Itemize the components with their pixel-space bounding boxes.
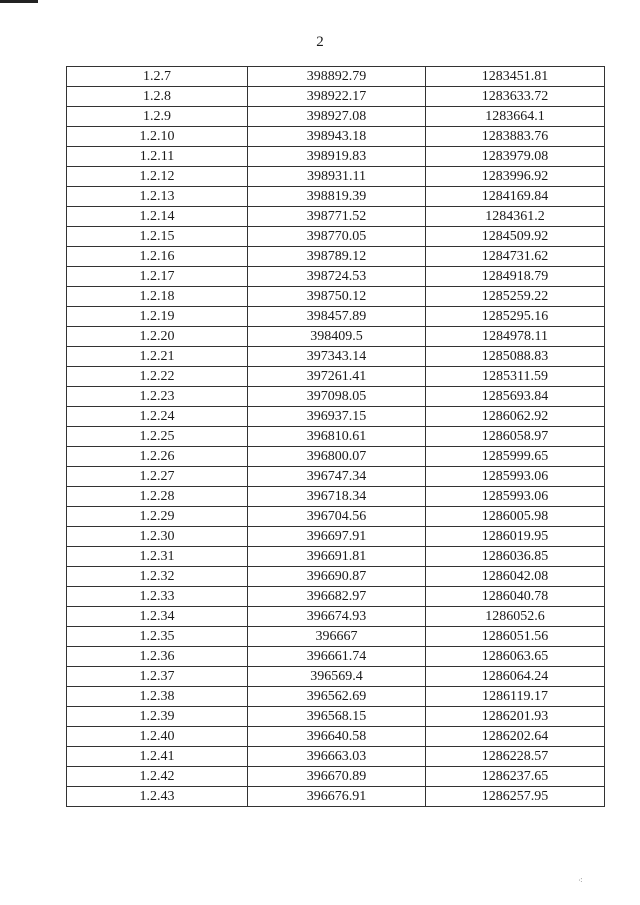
point-id-cell: 1.2.35 xyxy=(67,627,248,647)
table-row xyxy=(67,367,605,387)
y-coordinate-cell: 1286228.57 xyxy=(426,747,605,767)
point-id-cell: 1.2.38 xyxy=(67,687,248,707)
point-id-cell: 1.2.34 xyxy=(67,607,248,627)
point-id-cell: 1.2.33 xyxy=(67,587,248,607)
point-id-cell: 1.2.14 xyxy=(67,207,248,227)
x-coordinate-cell: 396674.93 xyxy=(248,607,426,627)
point-id-cell: 1.2.21 xyxy=(67,347,248,367)
table-row xyxy=(67,467,605,487)
x-coordinate-cell: 396690.87 xyxy=(248,567,426,587)
table-row xyxy=(67,627,605,647)
y-coordinate-cell: 1285259.22 xyxy=(426,287,605,307)
y-coordinate-cell: 1286257.95 xyxy=(426,787,605,807)
table-row xyxy=(67,647,605,667)
x-coordinate-cell: 398409.5 xyxy=(248,327,426,347)
point-id-cell: 1.2.27 xyxy=(67,467,248,487)
y-coordinate-cell: 1285693.84 xyxy=(426,387,605,407)
table-row xyxy=(67,387,605,407)
table-row xyxy=(67,107,605,127)
y-coordinate-cell: 1284361.2 xyxy=(426,207,605,227)
point-id-cell: 1.2.22 xyxy=(67,367,248,387)
point-id-cell: 1.2.42 xyxy=(67,767,248,787)
table-row xyxy=(67,747,605,767)
x-coordinate-cell: 396569.4 xyxy=(248,667,426,687)
y-coordinate-cell: 1285088.83 xyxy=(426,347,605,367)
table-row xyxy=(67,507,605,527)
y-coordinate-cell: 1286202.64 xyxy=(426,727,605,747)
table-row xyxy=(67,247,605,267)
coordinate-table xyxy=(66,66,605,807)
x-coordinate-cell: 396682.97 xyxy=(248,587,426,607)
y-coordinate-cell: 1286062.92 xyxy=(426,407,605,427)
point-id-cell: 1.2.18 xyxy=(67,287,248,307)
point-id-cell: 1.2.11 xyxy=(67,147,248,167)
y-coordinate-cell: 1286042.08 xyxy=(426,567,605,587)
x-coordinate-cell: 396704.56 xyxy=(248,507,426,527)
y-coordinate-cell: 1286040.78 xyxy=(426,587,605,607)
table-row xyxy=(67,127,605,147)
x-coordinate-cell: 396691.81 xyxy=(248,547,426,567)
point-id-cell: 1.2.9 xyxy=(67,107,248,127)
table-row xyxy=(67,587,605,607)
point-id-cell: 1.2.17 xyxy=(67,267,248,287)
table-row xyxy=(67,787,605,807)
point-id-cell: 1.2.25 xyxy=(67,427,248,447)
point-id-cell: 1.2.23 xyxy=(67,387,248,407)
point-id-cell: 1.2.19 xyxy=(67,307,248,327)
page-number: 2 xyxy=(316,34,324,50)
x-coordinate-cell: 398922.17 xyxy=(248,87,426,107)
table-row xyxy=(67,487,605,507)
point-id-cell: 1.2.29 xyxy=(67,507,248,527)
y-coordinate-cell: 1285993.06 xyxy=(426,487,605,507)
point-id-cell: 1.2.13 xyxy=(67,187,248,207)
table-row xyxy=(67,67,605,87)
table-row xyxy=(67,687,605,707)
x-coordinate-cell: 398931.11 xyxy=(248,167,426,187)
table-row xyxy=(67,707,605,727)
x-coordinate-cell: 396640.58 xyxy=(248,727,426,747)
x-coordinate-cell: 398750.12 xyxy=(248,287,426,307)
x-coordinate-cell: 396568.15 xyxy=(248,707,426,727)
point-id-cell: 1.2.37 xyxy=(67,667,248,687)
table-row xyxy=(67,667,605,687)
point-id-cell: 1.2.10 xyxy=(67,127,248,147)
y-coordinate-cell: 1285311.59 xyxy=(426,367,605,387)
scan-corner-dots: ⁖ xyxy=(578,876,583,885)
y-coordinate-cell: 1286237.65 xyxy=(426,767,605,787)
table-row xyxy=(67,327,605,347)
y-coordinate-cell: 1283979.08 xyxy=(426,147,605,167)
x-coordinate-cell: 397098.05 xyxy=(248,387,426,407)
y-coordinate-cell: 1283883.76 xyxy=(426,127,605,147)
point-id-cell: 1.2.31 xyxy=(67,547,248,567)
y-coordinate-cell: 1284731.62 xyxy=(426,247,605,267)
table-row xyxy=(67,427,605,447)
y-coordinate-cell: 1284509.92 xyxy=(426,227,605,247)
table-row xyxy=(67,207,605,227)
point-id-cell: 1.2.39 xyxy=(67,707,248,727)
table-row xyxy=(67,167,605,187)
x-coordinate-cell: 396667 xyxy=(248,627,426,647)
y-coordinate-cell: 1283451.81 xyxy=(426,67,605,87)
y-coordinate-cell: 1284169.84 xyxy=(426,187,605,207)
x-coordinate-cell: 398919.83 xyxy=(248,147,426,167)
y-coordinate-cell: 1283664.1 xyxy=(426,107,605,127)
table-row xyxy=(67,607,605,627)
x-coordinate-cell: 398789.12 xyxy=(248,247,426,267)
y-coordinate-cell: 1286119.17 xyxy=(426,687,605,707)
point-id-cell: 1.2.7 xyxy=(67,67,248,87)
table-row xyxy=(67,547,605,567)
point-id-cell: 1.2.40 xyxy=(67,727,248,747)
table-row xyxy=(67,527,605,547)
x-coordinate-cell: 398770.05 xyxy=(248,227,426,247)
point-id-cell: 1.2.26 xyxy=(67,447,248,467)
x-coordinate-cell: 398819.39 xyxy=(248,187,426,207)
x-coordinate-cell: 396800.07 xyxy=(248,447,426,467)
y-coordinate-cell: 1283633.72 xyxy=(426,87,605,107)
x-coordinate-cell: 398943.18 xyxy=(248,127,426,147)
y-coordinate-cell: 1283996.92 xyxy=(426,167,605,187)
point-id-cell: 1.2.32 xyxy=(67,567,248,587)
x-coordinate-cell: 398724.53 xyxy=(248,267,426,287)
x-coordinate-cell: 396562.69 xyxy=(248,687,426,707)
point-id-cell: 1.2.41 xyxy=(67,747,248,767)
y-coordinate-cell: 1286052.6 xyxy=(426,607,605,627)
y-coordinate-cell: 1286058.97 xyxy=(426,427,605,447)
x-coordinate-cell: 396661.74 xyxy=(248,647,426,667)
x-coordinate-cell: 398457.89 xyxy=(248,307,426,327)
x-coordinate-cell: 397261.41 xyxy=(248,367,426,387)
y-coordinate-cell: 1285993.06 xyxy=(426,467,605,487)
point-id-cell: 1.2.24 xyxy=(67,407,248,427)
table-row xyxy=(67,767,605,787)
coordinate-table-body xyxy=(67,67,605,807)
table-row xyxy=(67,347,605,367)
point-id-cell: 1.2.36 xyxy=(67,647,248,667)
y-coordinate-cell: 1284978.11 xyxy=(426,327,605,347)
y-coordinate-cell: 1284918.79 xyxy=(426,267,605,287)
x-coordinate-cell: 396697.91 xyxy=(248,527,426,547)
point-id-cell: 1.2.28 xyxy=(67,487,248,507)
y-coordinate-cell: 1286005.98 xyxy=(426,507,605,527)
y-coordinate-cell: 1286019.95 xyxy=(426,527,605,547)
y-coordinate-cell: 1286201.93 xyxy=(426,707,605,727)
y-coordinate-cell: 1286064.24 xyxy=(426,667,605,687)
table-row xyxy=(67,287,605,307)
x-coordinate-cell: 397343.14 xyxy=(248,347,426,367)
y-coordinate-cell: 1286036.85 xyxy=(426,547,605,567)
table-row xyxy=(67,567,605,587)
x-coordinate-cell: 396747.34 xyxy=(248,467,426,487)
point-id-cell: 1.2.16 xyxy=(67,247,248,267)
table-row xyxy=(67,267,605,287)
y-coordinate-cell: 1285295.16 xyxy=(426,307,605,327)
point-id-cell: 1.2.8 xyxy=(67,87,248,107)
x-coordinate-cell: 396670.89 xyxy=(248,767,426,787)
point-id-cell: 1.2.12 xyxy=(67,167,248,187)
point-id-cell: 1.2.15 xyxy=(67,227,248,247)
table-row xyxy=(67,447,605,467)
x-coordinate-cell: 398927.08 xyxy=(248,107,426,127)
table-row xyxy=(67,187,605,207)
x-coordinate-cell: 396663.03 xyxy=(248,747,426,767)
table-row xyxy=(67,147,605,167)
table-row xyxy=(67,87,605,107)
x-coordinate-cell: 396810.61 xyxy=(248,427,426,447)
x-coordinate-cell: 396937.15 xyxy=(248,407,426,427)
table-row xyxy=(67,227,605,247)
table-row xyxy=(67,307,605,327)
x-coordinate-cell: 398771.52 xyxy=(248,207,426,227)
point-id-cell: 1.2.20 xyxy=(67,327,248,347)
point-id-cell: 1.2.43 xyxy=(67,787,248,807)
y-coordinate-cell: 1285999.65 xyxy=(426,447,605,467)
table-row xyxy=(67,727,605,747)
point-id-cell: 1.2.30 xyxy=(67,527,248,547)
y-coordinate-cell: 1286063.65 xyxy=(426,647,605,667)
x-coordinate-cell: 396676.91 xyxy=(248,787,426,807)
table-row xyxy=(67,407,605,427)
x-coordinate-cell: 398892.79 xyxy=(248,67,426,87)
scan-edge-mark xyxy=(0,0,38,3)
x-coordinate-cell: 396718.34 xyxy=(248,487,426,507)
y-coordinate-cell: 1286051.56 xyxy=(426,627,605,647)
